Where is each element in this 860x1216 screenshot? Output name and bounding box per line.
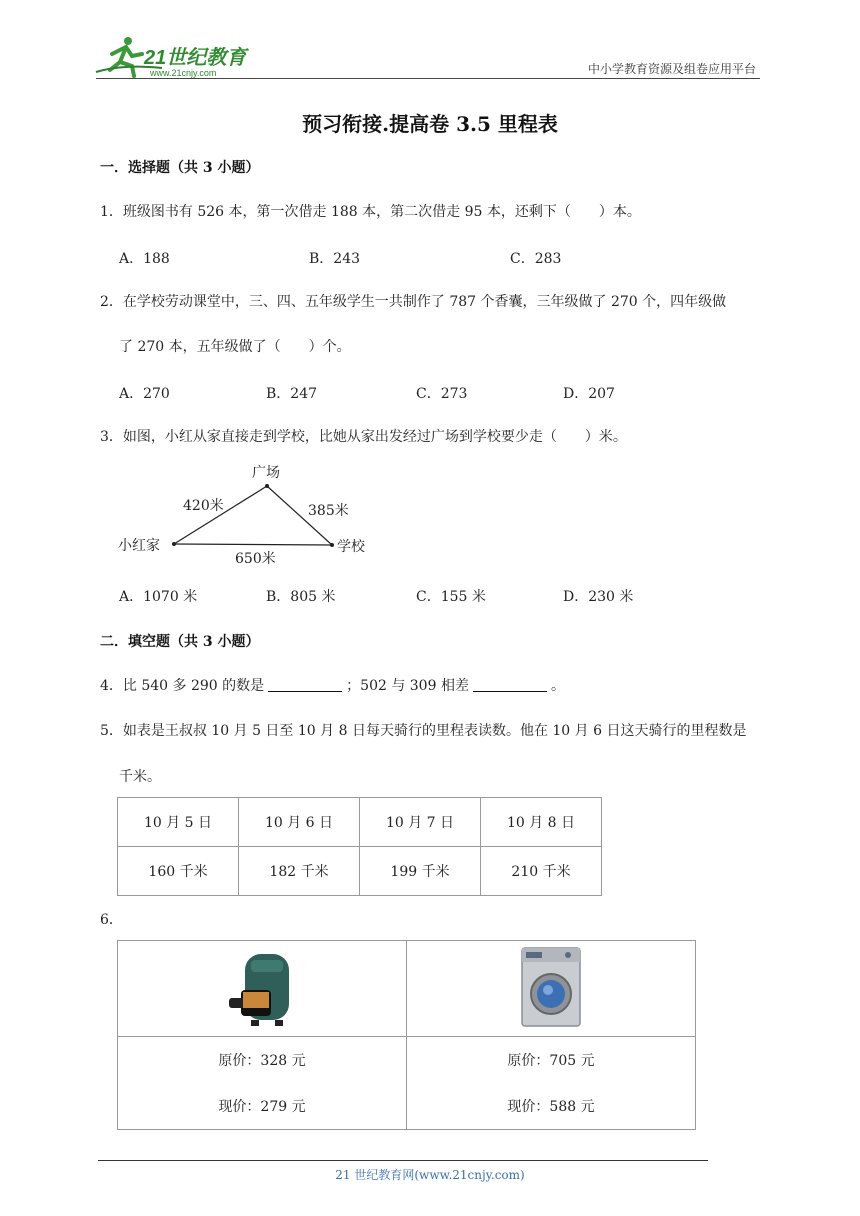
question-6-label: 6． [100,912,123,928]
table-cell-image [407,941,696,1037]
question-1-text: 1．班级图书有 526 本，第一次借走 188 本，第二次借走 95 本，还剩下（ ）本。 [100,204,641,220]
question-5-line-1: 5．如表是王叔叔 10 月 5 日至 10 月 8 日每天骑行的里程表读数。他在 10 月 6 日这天骑行的里程数是 [100,723,747,739]
header-divider [96,78,760,79]
table-row-images [118,941,696,1037]
table-cell-reading: 182 千米 [239,847,360,896]
question-3-option-a[interactable]: A．1070 米 [119,589,198,605]
mileage-table [117,797,602,896]
logo-url: www.21cnjy.com [150,68,217,78]
table-cell-price [118,1037,407,1130]
original-price: 原价：328 元 [218,1053,306,1069]
edge-home-plaza [174,486,267,544]
air-fryer-icon [227,944,297,1030]
label-school: 学校 [337,539,365,555]
question-3-text: 3．如图，小红从家直接走到学校，比她从家出发经过广场到学校要少走（ ）米。 [100,429,627,445]
table-cell-reading: 210 千米 [481,847,602,896]
question-5-line-2: 千米。 [119,769,161,785]
question-1-option-a[interactable]: A．188 [119,251,170,267]
question-4-part-1: 4．比 540 多 290 的数是 [100,678,265,694]
question-2-option-d[interactable]: D．207 [563,386,615,402]
table-row-prices [118,1037,696,1130]
edge-home-school [174,544,332,545]
label-home-plaza-distance: 420米 [183,498,224,514]
question-2-option-a[interactable]: A．270 [119,386,170,402]
section-heading-fill: 二．填空题（共 3 小题） [100,634,260,650]
table-cell-reading: 199 千米 [360,847,481,896]
table-row-dates [118,798,602,847]
question-4-part-2: ；502 与 309 相差 [346,678,469,694]
label-home: 小红家 [118,538,160,554]
table-cell-image [118,941,407,1037]
point-plaza [265,484,269,488]
logo [92,32,272,82]
original-price: 原价：705 元 [507,1053,595,1069]
question-2-option-c[interactable]: C．273 [416,386,468,402]
table-cell-date: 10 月 7 日 [360,798,481,847]
current-price: 现价：588 元 [507,1099,595,1115]
footer-text[interactable]: 21 世纪教育网(www.21cnjy.com) [335,1168,525,1182]
question-1-option-c[interactable]: C．283 [510,251,562,267]
section-heading-choice: 一．选择题（共 3 小题） [100,160,260,176]
point-home [172,542,176,546]
logo-text: 21世纪教育 [144,47,247,69]
triangle-diagram [115,455,385,570]
question-3-option-c[interactable]: C．155 米 [416,589,486,605]
table-cell-date: 10 月 5 日 [118,798,239,847]
answer-blank-2[interactable] [473,677,547,692]
table-cell-reading: 160 千米 [118,847,239,896]
table-cell-price [407,1037,696,1130]
table-row-readings [118,847,602,896]
question-1-option-b[interactable]: B．243 [309,251,361,267]
table-cell-date: 10 月 6 日 [239,798,360,847]
label-plaza-school-distance: 385米 [308,503,349,519]
page-title: 预习衔接.提高卷 3.5 里程表 [302,112,558,136]
washing-machine-icon [518,944,584,1030]
point-school [330,543,334,547]
question-3-option-d[interactable]: D．230 米 [563,589,634,605]
answer-blank-1[interactable] [268,677,342,692]
footer-divider [98,1160,708,1161]
table-cell-date: 10 月 8 日 [481,798,602,847]
header-platform-text: 中小学教育资源及组卷应用平台 [587,62,756,76]
price-table [117,940,696,1130]
question-2-line-2: 了 270 本，五年级做了（ ）个。 [119,339,351,355]
question-2-line-1: 2．在学校劳动课堂中，三、四、五年级学生一共制作了 787 个香囊，三年级做了 270 个，四年级做 [100,294,727,310]
question-2-option-b[interactable]: B．247 [266,386,318,402]
label-plaza: 广场 [252,465,280,481]
question-4-part-3: 。 [550,678,565,694]
label-home-school-distance: 650米 [235,551,276,567]
current-price: 现价：279 元 [218,1099,306,1115]
question-4 [100,676,565,696]
question-3-option-b[interactable]: B．805 米 [266,589,336,605]
